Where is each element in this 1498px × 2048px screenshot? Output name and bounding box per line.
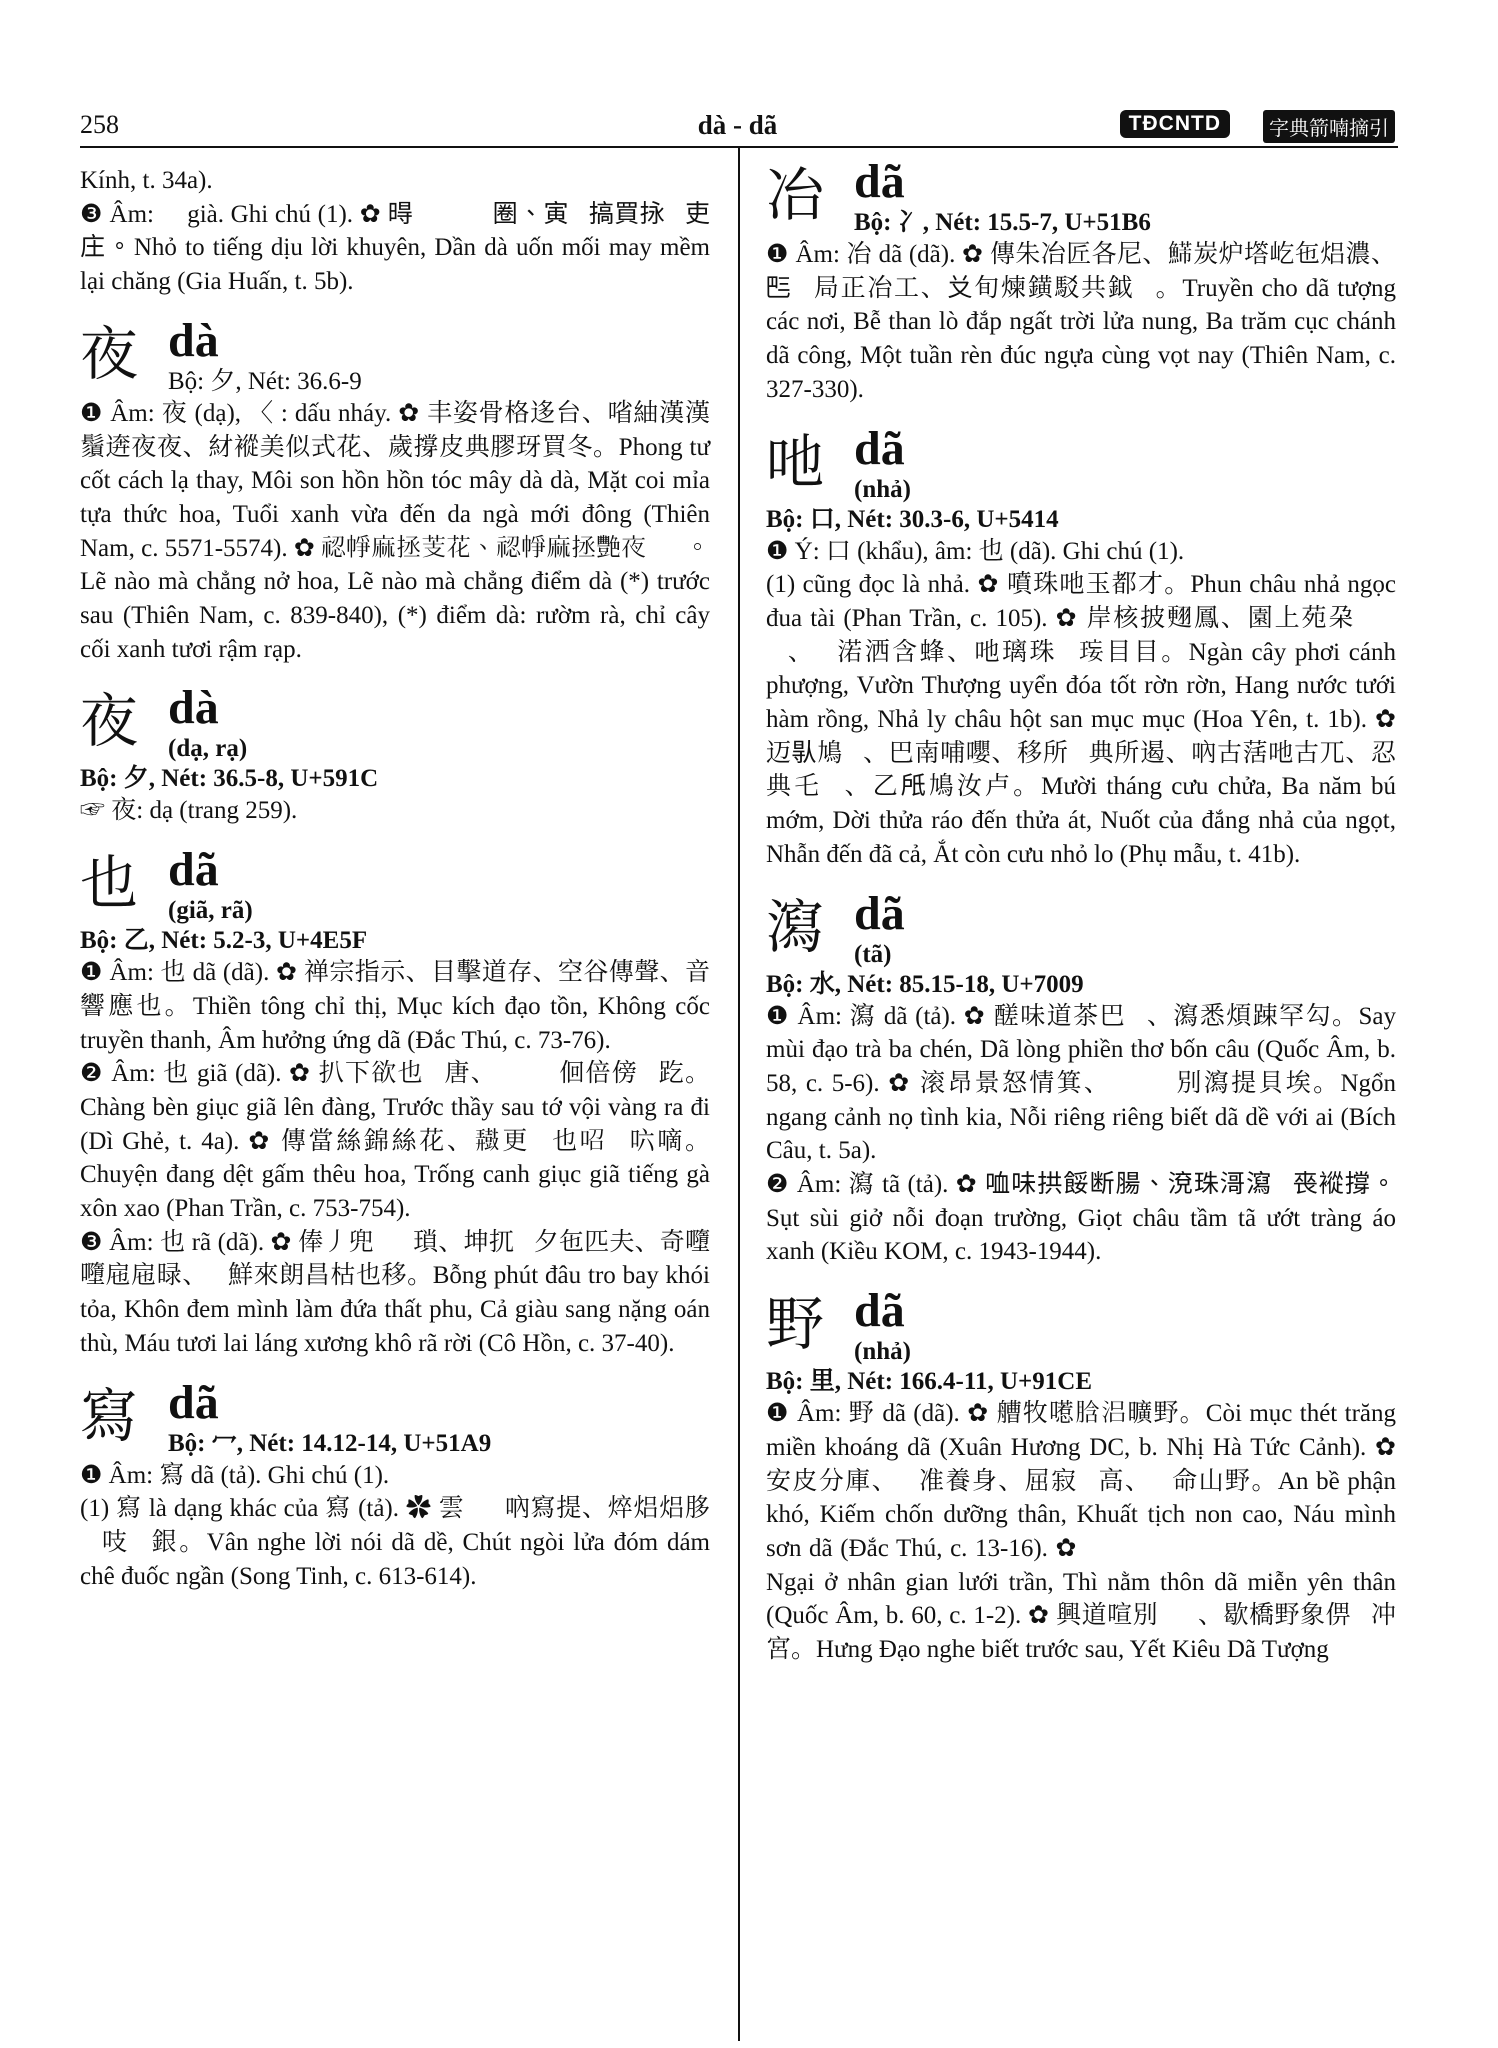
dict-entry: [766, 1281, 1396, 1667]
entry-headchar: 也: [80, 851, 139, 917]
definition-paragraph: ❶ Âm: 寫 dã (tả). Ghi chú (1).: [80, 1461, 390, 1489]
dict-entry: [80, 678, 710, 828]
dict-entry: [766, 884, 1396, 1270]
entry-headchar: 夜: [80, 689, 139, 755]
entry-headchar: 野: [766, 1292, 825, 1358]
column-divider: [738, 146, 740, 2041]
entry-reading: dà: [168, 681, 219, 735]
right-column: [766, 152, 1396, 1667]
entry-radical-strokes: Bộ: 夕, Nét: 36.5-8, U+591C: [80, 765, 379, 793]
entry-radical-strokes: Bộ: 水, Nét: 85.15-18, U+7009: [766, 970, 1084, 998]
entry-radical-strokes: Bộ: 冖, Nét: 14.12-14, U+51A9: [168, 1429, 492, 1457]
entry-radical-strokes: Bộ: 冫, Nét: 15.5-7, U+51B6: [854, 209, 1151, 236]
entry-headchar: 夜: [80, 321, 139, 387]
definition-paragraph: ❶ Âm: 瀉 dã (tả). ✿ 醝味道茶巴𧡊、瀉悉煩踈罕勾。Say mùi đạo trà ba chén, Dã lòng phiền thơ bốn câu (Quốc Âm, b. 58, c. 5-6). ✿ 滚昂景怒情箕、𣷷𥢅𥢅別瀉提貝埃。Ngổn ngang cảnh nọ tình kia, Nỗi riêng riêng biết dã dề với ai (Bích Câu, t. 5a).: [766, 1002, 1396, 1165]
running-title: dà - dã: [697, 110, 778, 140]
book-logo-badge: TĐCNTD: [1120, 110, 1230, 138]
entry-alt-readings: (tã): [854, 940, 892, 968]
entry-headchar: 吔: [766, 429, 825, 495]
page-header: [80, 104, 1395, 148]
dict-entry: [80, 311, 710, 667]
dict-entry: [80, 840, 710, 1360]
dict-entry: [766, 152, 1396, 407]
entry-alt-readings: (nhả): [854, 475, 911, 503]
definition-paragraph: ❶ Âm: 冶 dã (dã). ✿ 傳朱冶匠各尼、𩹩炭炉㙮屹㐌焒濃、𠀧𡤔局正冶工、𠬠旬煉鐄駁共鉞𠶢。Truyền cho dã tượng các nơi, Bễ than lò đắp ngất trời lửa nung, Ba trăm cục chánh dã công, Một tuần rèn đúc ngựa cùng vọt nay (Thiên Nam, c. 327-330).: [766, 241, 1396, 403]
entry-reading: dã: [168, 1375, 219, 1429]
page-number: 258: [80, 110, 119, 139]
entry-reading: dã: [854, 886, 905, 940]
definition-paragraph: (1) 寫 là dạng khác của 寫 (tả). ✿ 雲𥉩𠳨吶寫提、焠焒焒䏧𣈙吱𢔭銀。Vân nghe lời nói dã dề, Chút ngòi lửa đóm dám chê đuốc ngần (Song Tinh, c. 613-614).: [80, 1495, 710, 1590]
dict-entry: [80, 1373, 710, 1594]
entry-radical-strokes: Bộ: 口, Nét: 30.3-6, U+5414: [766, 505, 1059, 533]
definition-paragraph: ❷ Âm: 也 giã (dã). ✿ 扒下欲也𨁪唐、𨅹𠊚𨄹佪倍傍𡗶趷。Chàng bèn giục giã lên đàng, Trước thầy sau tớ vội vàng ra đi (Dì Ghẻ, t. 4a). ✿ 傳當絲錦絲花、𪔠更𠯇也𠰉𪂮𠯿嘀。Chuyện đang dệt gấm thêu hoa, Trống canh giục giã tiếng gà xôn xao (Phan Trần, c. 753-754).: [80, 1060, 710, 1223]
entry-radical-strokes: Bộ: 里, Nét: 166.4-11, U+91CE: [766, 1368, 1093, 1396]
entry-reading: dã: [168, 843, 219, 897]
continued-text: Kính, t. 34a).: [80, 167, 213, 194]
entry-reading: dã: [854, 155, 905, 208]
entry-radical-strokes: Bộ: 夕, Nét: 36.6-9: [168, 367, 362, 395]
entry-headchar: 瀉: [766, 894, 825, 960]
entry-alt-readings: (giã, rã): [168, 897, 253, 925]
entry-reading: dà: [168, 313, 219, 367]
left-column: [80, 164, 710, 1593]
book-seal-badge: 字典箭喃摘引: [1263, 110, 1395, 143]
definition-paragraph: ❶ Ý: 口 (khẩu), âm: 也 (dã). Ghi chú (1).: [766, 537, 1185, 565]
entry-alt-readings: (dạ, rạ): [168, 735, 248, 763]
entry-headchar: 寫: [80, 1383, 139, 1449]
entry-headchar: 冶: [766, 163, 825, 228]
definition-paragraph: ❶ Âm: 夜 (dạ), 〈 : dấu nháy. ✿ 丰姿骨格迻台、㗂紬漢漢鬚逩夜夜、䊷䙕美似式花、歲撐皮典膠玡買冬。Phong tư cốt cách lạ thay, Môi son hồn hồn tóc mây dà dà, Mặt coi mỉa tựa thức hoa, Tuổi xanh vừa đến da ngà mới đông (Thiên Nam, c. 5571-5574). ✿ 𥚆𢂰麻拯芰花、𥚆𢂰麻拯艷夜𨍦𨍦。Lẽ nào mà chẳng nở hoa, Lẽ nào mà chẳng điểm dà (*) trước sau (Thiên Nam, c. 839-840), (*) điểm dà: rườm rà, chỉ cây cối xanh tươi rậm rạp.: [80, 399, 710, 663]
entry-alt-readings: (nhả): [854, 1338, 911, 1366]
definition-paragraph: ❸ Âm: 也 rã (dã). ✿ 俸丿兜𢫝𢫝瑣、坤扤𨉟夕㐌匹夫、奇𡃏𡃏㦾㦾㫽、𦧘鮮來朗昌枯也移。Bỗng phút đâu tro bay khói tỏa, Khôn đem mình làm đứa thất phu, Cả giàu sang nặng oán thù, Máu tươi lai láng xương khô rã rời (Cô Hồn, c. 37-40).: [80, 1228, 710, 1357]
entry-reading: dã: [854, 1284, 905, 1338]
definition-paragraph: ❶ Âm: 野 dã (dã). ✿ 艚牧㘃𦛜𣳮曠野。Còi mục thét trăng miền khoáng dã (Xuân Hương DC, b. Nhị Hà Tức Cảnh). ✿ 安皮分庫、𠛌准養身、屈寂𡛔高、𦬑命山野。An bề phận khó, Kiếm chốn dưỡng thân, Khuất tịch non cao, Náu mình sơn dã (Đắc Thú, c. 13-16). ✿ 𥒥於人間纏塵、𦣰𠱤村野免安身。Ngại ở nhân gian lưới trần, Thì nằm thôn dã miễn yên thân (Quốc Âm, b. 60, c. 1-2). ✿ 興道喧別𨍦𨍦、歇橋野象㑭𠫾冲宮。Hưng Đạo nghe biết trước sau, Yết Kiêu Dã Tượng: [766, 1400, 1396, 1664]
entry-radical-strokes: Bộ: 乙, Nét: 5.2-3, U+4E5F: [80, 927, 368, 955]
entry-reading: dã: [854, 421, 905, 475]
definition-paragraph: ❷ Âm: 瀉 tã (tả). ✿ 𠲣味拱餒断腸、渷珠滒瀉𣾶䘮䙕撐。Sụt sùi giở nỗi đoạn trường, Giọt châu tầm tã ướt tràng áo xanh (Kiều KOM, c. 1943-1944).: [766, 1171, 1396, 1266]
definition-paragraph: ☞ 夜: dạ (trang 259).: [80, 797, 298, 825]
definition-paragraph: ❶ Âm: 也 dã (dã). ✿ 禅宗指示、目擊道存、空谷傳聲、音響應也。Thiền tông chỉ thị, Mục kích đạo tồn, Không cốc truyền thanh, Âm hưởng ứng dã (Đắc Thú, c. 73-76).: [80, 959, 710, 1054]
definition-paragraph: ❸ Âm: 𦹳 già. Ghi chú (1). ✿ 𣈜𦹳𠰉𪀄𠿃圈、寅𦹳搞買𢫕𧞾吏庄。Nhỏ to tiếng dịu lời khuyên, Dần dà uốn mối may mềm lại chăng (Gia Huấn, t. 5b).: [80, 200, 710, 296]
dict-entry: [766, 419, 1396, 872]
definition-paragraph: (1) cũng đọc là nhả. ✿ 噴珠吔玉都才。Phun châu nhả ngọc đua tài (Phan Trần, c. 105). ✿ 岸核披𦑃鳳、園上苑朶𡑝𨁬𨁬、𡶀渃洒含蜂、吔璃珠𦁂𤥑目目。Ngàn cây phơi cánh phượng, Vườn Thượng uyển đóa tốt rờn rờn, Hang nước tưới hàm rồng, Nhả ly châu hột san mục mục (Hoa Yên, t. 1b). ✿ 迈𠊛鳩𦛋、巴南哺嚶、移所𤈞典所遏、吶古萿吔古兀、忍典乇𦟐、乙𣱆鳩汝卢。Mười tháng cưu chửa, Ba năm bú mớm, Dời thửa ráo đến thửa át, Nuốt của đắng nhả của ngọt, Nhẫn đến đã cả, Ắt còn cưu nhỏ lo (Phụ mẫu, t. 41b).: [766, 571, 1396, 868]
